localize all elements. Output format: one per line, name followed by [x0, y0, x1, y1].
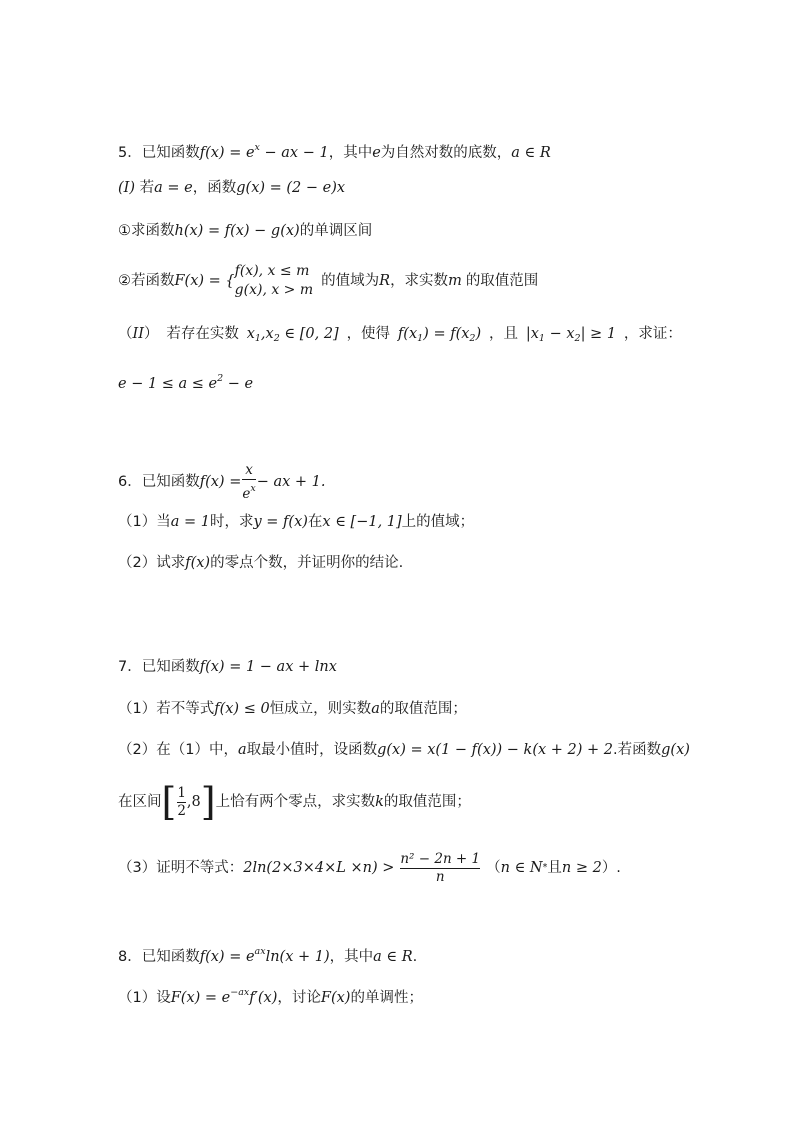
q5-stem: 5．已知函数$f(x) = e^x$ − ax − 1，其中e为自然对数的底数，a ∈ R [118, 142, 551, 161]
piecewise-cases: f(x), x ≤ m g(x), x > m [234, 263, 314, 298]
q5-part2: （II） 若存在实数 $x_1,x_2$ ∈ [0, 2] ，使得 $f(x_1) = f(x_2)$ ，且 $|x_1 - x_2| \ge 1$ ，求证： [118, 326, 682, 344]
q6-fraction: $\frac{x}{e^x}$ [242, 461, 256, 502]
q5-sub1: ①求函数h(x) = f(x) − g(x)的单调区间 [118, 223, 373, 239]
q7-part3: （3）证明不等式： 2ln(2×3×4×L ×n) > $\frac{\text{n² − 2n + 1}}{n}$ （ n ∈ N * 且 n ≥ 2 ）. [118, 850, 621, 885]
q6-stem: 6． 已知函数 f(x) = $\frac{x}{e^x}$ − ax + 1. [118, 461, 326, 502]
q8-stem: 8．已知函数$f(x) = e^{ax}\ln(x + 1)$，其中a ∈ R. [118, 946, 418, 965]
q8-part1: （1）设$F(x) = e^{-ax}f'(x)$，讨论F(x)的单调性； [118, 987, 423, 1006]
q5-part1: (I) 若a = e，函数g(x) = (2 − e)x [118, 180, 346, 196]
q7-stem: 7．已知函数f(x) = 1 − ax + lnx [118, 659, 337, 675]
q7-part3-fraction: $\frac{\text{n² − 2n + 1}}{n}$ [400, 850, 481, 885]
q7-half-fraction: $\frac{1}{2}$ [177, 784, 186, 819]
q7-part2: （2）在（1）中，a取最小值时，设函数g(x) = x(1 − f(x)) − k(x + 2) + 2.若函数g(x) [118, 742, 690, 758]
q6-part1: （1）当a = 1时，求y = f(x)在x ∈ [−1, 1]上的值域； [118, 514, 475, 530]
q7-part2-line2: 在区间 [ $\frac{1}{2}$ ,8 ] 上恰有两个零点，求实数 k 的取值范围； [118, 780, 471, 824]
q5-sub2: ②若函数 F(x) = { f(x), x ≤ m g(x), x > m 的值域为 R ，求实数 m 的取值范围 [118, 263, 539, 298]
q7-part1: （1）若不等式f(x) ≤ 0恒成立，则实数a的取值范围； [118, 701, 467, 717]
q6-part2: （2）试求f(x)的零点个数，并证明你的结论. [118, 555, 404, 571]
q5-part2-ineq: $e - 1 \le a \le e^2 - e$ [118, 373, 254, 392]
